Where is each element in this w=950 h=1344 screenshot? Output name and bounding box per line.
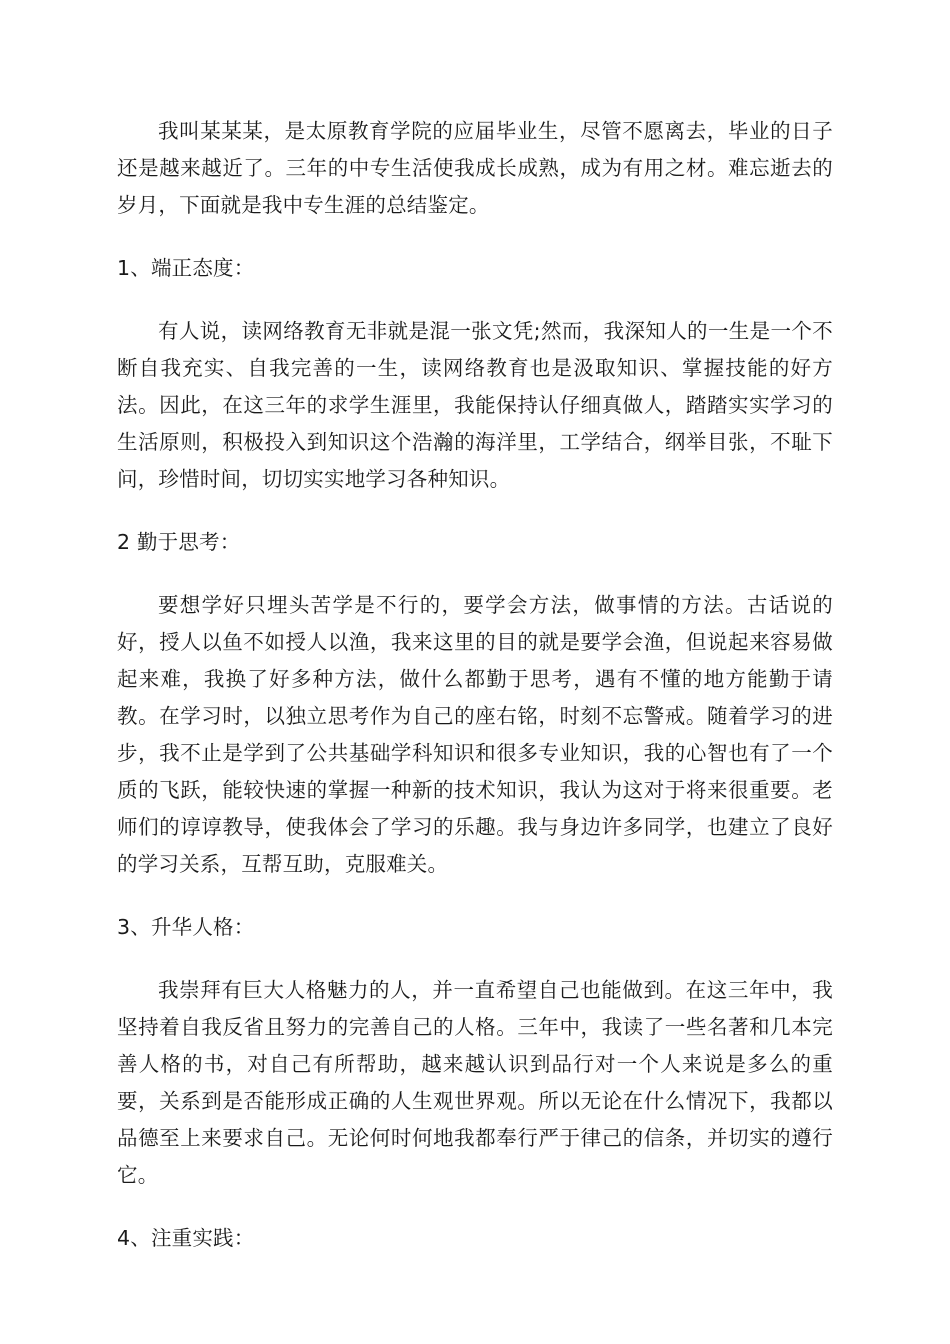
spacer (117, 1194, 833, 1220)
spacer (117, 946, 833, 972)
spacer (117, 498, 833, 524)
intro-paragraph: 我叫某某某，是太原教育学院的应届毕业生，尽管不愿离去，毕业的日子还是越来越近了。三年的中专生活使我成长成熟，成为有用之材。难忘逝去的岁月，下面就是我中专生涯的总结鉴定。 (117, 119, 833, 217)
section-body-attitude: 有人说，读网络教育无非就是混一张文凭;然而，我深知人的一生是一个不断自我充实、自我完善的一生，读网络教育也是汲取知识、掌握技能的好方法。因此，在这三年的求学生涯里，我能保持认仔细真做人，踏踏实实学习的生活原则，积极投入到知识这个浩瀚的海洋里，工学结合，纲举目张，不耻下问，珍惜时间，切切实实地学习各种知识。 (117, 319, 833, 491)
spacer (117, 561, 833, 587)
spacer (117, 224, 833, 250)
section-heading-attitude: 1、端正态度： (117, 256, 255, 280)
section-heading-thinking: 2 勤于思考： (117, 530, 241, 554)
document-body (117, 113, 833, 1257)
section-heading-practice: 4、注重实践： (117, 1226, 255, 1250)
spacer (117, 883, 833, 909)
section-heading-personality: 3、升华人格： (117, 915, 255, 939)
spacer (117, 287, 833, 313)
section-body-personality: 我崇拜有巨大人格魅力的人，并一直希望自己也能做到。在这三年中，我坚持着自我反省且努力的完善自己的人格。三年中，我读了一些名著和几本完善人格的书，对自己有所帮助，越来越认识到品行对一个人来说是多么的重要，关系到是否能形成正确的人生观世界观。所以无论在什么情况下，我都以品德至上来要求自己。无论何时何地我都奉行严于律己的信条，并切实的遵行它。 (117, 978, 833, 1187)
section-body-thinking: 要想学好只埋头苦学是不行的，要学会方法，做事情的方法。古话说的好，授人以鱼不如授人以渔，我来这里的目的就是要学会渔，但说起来容易做起来难，我换了好多种方法，做什么都勤于思考，遇有不懂的地方能勤于请教。在学习时，以独立思考作为自己的座右铭，时刻不忘警戒。随着学习的进步，我不止是学到了公共基础学科知识和很多专业知识，我的心智也有了一个质的飞跃，能较快速的掌握一种新的技术知识，我认为这对于将来很重要。老师们的谆谆教导，使我体会了学习的乐趣。我与身边许多同学，也建立了良好的学习关系，互帮互助，克服难关。 (117, 593, 833, 876)
